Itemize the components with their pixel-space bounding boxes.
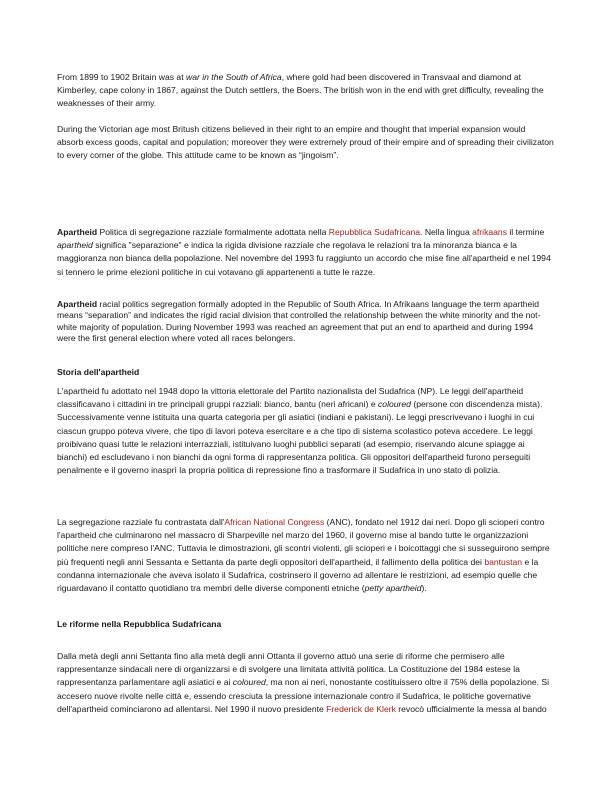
section-heading: Le riforme nella Repubblica Sudafricana: [57, 619, 222, 629]
emphasis: coloured: [232, 677, 266, 688]
emphasis: apartheid: [57, 240, 93, 251]
riforme-paragraph-1: [57, 650, 554, 716]
text-run: (persone con discendenza mista). Successivamente venne istituita una quarta categoria per gli asiatici (indiani e pakistani). Le leggi prescrivevano i luoghi in cui ciascun gruppo poteva vivere, che tipo di lavori poteva esercitare e a che tipo di sistema scolastico poteva accedere. Le leggi proibivano quasi tutte le relazioni interrazziali, istituivano luoghi pubblici separati (ad esempio, riservando alcune spiagge ai bianchi) ed escludevano i non bianchi da ogni forma di rappresentanza politica. Gli oppositori dell'apartheid furono perseguiti penalmente e il governo inasprì la propria politica di repressione fino a trasformare il Sudafrica in uno stato di polizia.: [57, 399, 543, 476]
section-heading-riforme: [57, 618, 554, 630]
english-intro-paragraph-1: [57, 71, 554, 111]
link-repubblica-sudafricana[interactable]: Repubblica Sudafricana: [328, 227, 421, 237]
apartheid-definition-it: [57, 226, 554, 279]
link-african-national-congress[interactable]: African National Congress: [224, 517, 325, 527]
section-heading: Storia dell'apartheid: [57, 367, 140, 377]
text-run: Dalla metà degli anni Settanta fino alla metà degli anni Ottanta il governo attuò una serie di riforme che permisero alle rappresentanze sindacali nere di organizzarsi e di svolgere una limitata attività politica. La Costituzione del 1984 estese la rappresentanza parlamentare agli asiatici e ai: [57, 651, 520, 688]
text-run: Politica di segregazione razziale formalmente adottata nella: [97, 227, 329, 237]
text-run: (ANC), fondato nel 1912 dai neri. Dopo gli scioperi contro l'apartheid che culminarono nel massacro di Sharpeville nel marzo del 1960, il governo mise al bando tutte le organizzazioni politiche nere compreso l'ANC. Tuttavia le dimostrazioni, gli scontri violenti, gli scioperi e i boicottaggi che si susseguirono sempre più frequenti negli anni Sessanta e Settanta da parte degli oppositori dell'apartheid, il fallimento della politica dei: [57, 517, 550, 567]
storia-paragraph-1: [57, 385, 554, 477]
link-frederick-de-klerk[interactable]: Frederick de Klerk: [326, 703, 396, 714]
text-run: e la condanna internazionale che aveva isolato il Sudafrica, costrinsero il governo ad allentare le restrizioni, ad esempio quelle che riguardavano il contatto quotidiano tra membri delle diverse componenti etniche (: [57, 556, 539, 594]
section-heading-storia: [57, 366, 554, 378]
text-run: il termine: [507, 227, 545, 237]
link-bantustan[interactable]: bantustan: [484, 556, 523, 567]
paragraph-text: During the Victorian age most Britush citizens believed in their right to an empire and thought that imperial expansion would absorb excess goods, capital and population; moreover they were extremely proud of their empire and of spreading their civilizaton to every corner of the globe. This attitude came to be known as “jingoism”.: [57, 124, 554, 161]
term-bold: Apartheid: [57, 227, 98, 237]
emphasis: petty apartheid: [364, 583, 422, 594]
text-run: From 1899 to 1902 Britain was at: [57, 72, 186, 82]
text-run: significa "separazione" e indica la rigida divisione razziale che regolava le relazioni tra la minoranza bianca e la maggioranza non bianca della popolazione. Nel novembre del 1993 fu raggiunto un accordo che mise fine all'apartheid e nel 1994 si tennero le prime elezioni politiche in cui votavano gli appartenenti a tutte le razze.: [57, 240, 551, 277]
storia-paragraph-2: [57, 516, 554, 595]
text-run: ).: [421, 583, 427, 594]
text-run: L'apartheid fu adottato nel 1948 dopo la vittoria elettorale del Partito nazionalista del Sudafrica (NP). Le leggi dell'apartheid classificavano i cittadini in tre principali gruppi razziali: bianco, bantu (neri africani) e: [57, 386, 524, 410]
english-intro-paragraph-2: [57, 123, 554, 163]
text-run: revocò ufficialmente la messa al bando: [395, 703, 547, 714]
text-run: La segregazione razziale fu contrastata dall': [57, 517, 225, 527]
text-run: racial politics segregation formally adopted in the Republic of South Africa. In Afrikaans language the term apartheid means “separation” and indicates the rigid racial division that controlled the relationship between the white minority and the not-white majority of population. During November 1993 was reached an agreement that put an end to apartheid and during 1994 were the first general election where voted all races belongers.: [57, 299, 541, 344]
term-bold: Apartheid: [57, 299, 98, 309]
emphasis: coloured: [378, 399, 411, 410]
text-run: , ma non ai neri, nonostante costituissero oltre il 75% della popolazione. Si accesero nuove rivolte nelle città e, essendo cresciuta la pressione internazionale contro il Sudafrica, le politiche governative dell'apartheid cominciarono ad allentarsi. Nel 1990 il nuovo presidente: [57, 677, 550, 714]
emphasis: war in the South of Africa: [185, 72, 282, 82]
link-afrikaans[interactable]: afrikaans: [472, 227, 507, 237]
apartheid-definition-en: [57, 299, 554, 345]
text-run: , where gold had been discovered in Transvaal and diamond at Kimberley, cape colony in 1867, against the Dutch settlers, the Boers. The british won in the end with gret difficulty, revealing the weaknesses of their army.: [57, 72, 544, 109]
text-run: . Nella lingua: [420, 227, 473, 237]
